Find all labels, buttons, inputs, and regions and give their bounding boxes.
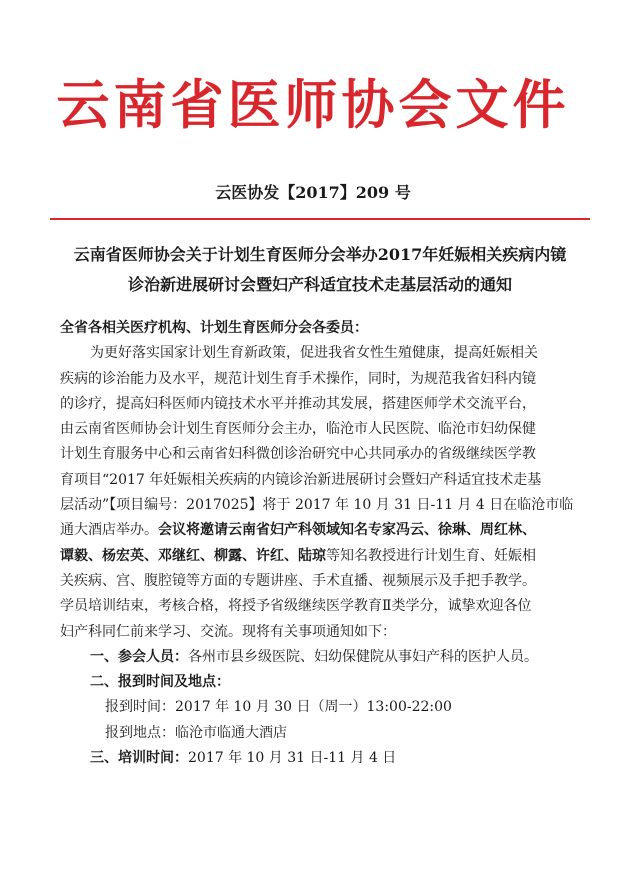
- body-line-1: 为更好落实国家计划生育新政策，促进我省女性生殖健康，提高妊娠相关: [90, 345, 538, 362]
- body-line-3: 的诊疗，提高妇科医师内镜技术水平并推动其发展，搭建医师学术交流平台，: [60, 395, 536, 412]
- body-line-8-bold: 会议将邀请云南省妇产科领域知名专家冯云、徐琳、周红林、: [158, 522, 536, 539]
- body-line-8: [60, 518, 590, 543]
- notice-title-line-2: 诊治新进展研讨会暨妇产科适宜技术走基层活动的通知: [127, 275, 512, 294]
- body-line-10: 关疾病、宫、腹腔镜等方面的专题讲座、手术直播、视频展示及手把手教学。: [60, 572, 536, 589]
- item-3: [60, 746, 590, 771]
- body-line-4: 由云南省医师协会计划生育医师分会主办，临沧市人民医院、临沧市妇幼保健: [60, 421, 536, 438]
- red-divider-line: [50, 218, 590, 220]
- item-1-label: 一、参会人员：: [90, 648, 188, 665]
- body-line-9: [60, 544, 590, 569]
- item-1: [60, 645, 590, 670]
- body-line-9-normal: 等知名教授进行计划生育、妊娠相: [326, 547, 536, 564]
- item-1-text: 各州市县乡级医院、妇幼保健院从事妇产科的医护人员。: [188, 648, 538, 665]
- notice-title: [40, 240, 600, 300]
- item-2-label: 二、报到时间及地点：: [90, 674, 230, 691]
- body-line-11: 学员培训结束，考核合格，将授予省级继续医学教育Ⅱ类学分，诚挚欢迎各位: [60, 598, 532, 615]
- notice-title-line-1: 云南省医师协会关于计划生育医师分会举办2017年妊娠相关疾病内镜: [73, 245, 567, 264]
- body-line-5: 计划生育服务中心和云南省妇科微创诊治研究中心共同承办的省级继续医学教: [60, 446, 536, 463]
- item-3-text: 2017 年 10 月 31 日-11 月 4 日: [188, 750, 397, 767]
- expert-names: 谭毅、杨宏英、邓继红、柳露、许红、陆琼: [60, 547, 326, 564]
- salutation: 全省各相关医疗机构、计划生育医师分会各委员：: [60, 320, 368, 336]
- document-number: 云医协发【2017】209 号: [215, 183, 411, 202]
- org-header-title: 云南省医师协会文件: [56, 74, 570, 136]
- report-place: 报到地点：临沧市临通大酒店: [105, 724, 287, 741]
- body-line-2: 疾病的诊治能力及水平，规范计划生育手术操作，同时，为规范我省妇科内镜: [60, 370, 536, 387]
- body-line-8-normal: 通大酒店举办。: [60, 522, 158, 539]
- body-line-7: 层活动”【项目编号：2017025】将于 2017 年 10 月 31 日-11 月 4 日在临沧市临: [60, 497, 574, 514]
- body-line-12: 妇产科同仁前来学习、交流。现将有关事项通知如下：: [60, 623, 396, 640]
- body-line-6: 育项目“2017 年妊娠相关疾病的内镜诊治新进展研讨会暨妇产科适宜技术走基: [60, 471, 542, 488]
- report-time: 报到时间：2017 年 10 月 30 日（周一）13:00-22:00: [105, 699, 452, 716]
- item-3-label: 三、培训时间：: [90, 750, 188, 767]
- notice-body: [60, 316, 590, 771]
